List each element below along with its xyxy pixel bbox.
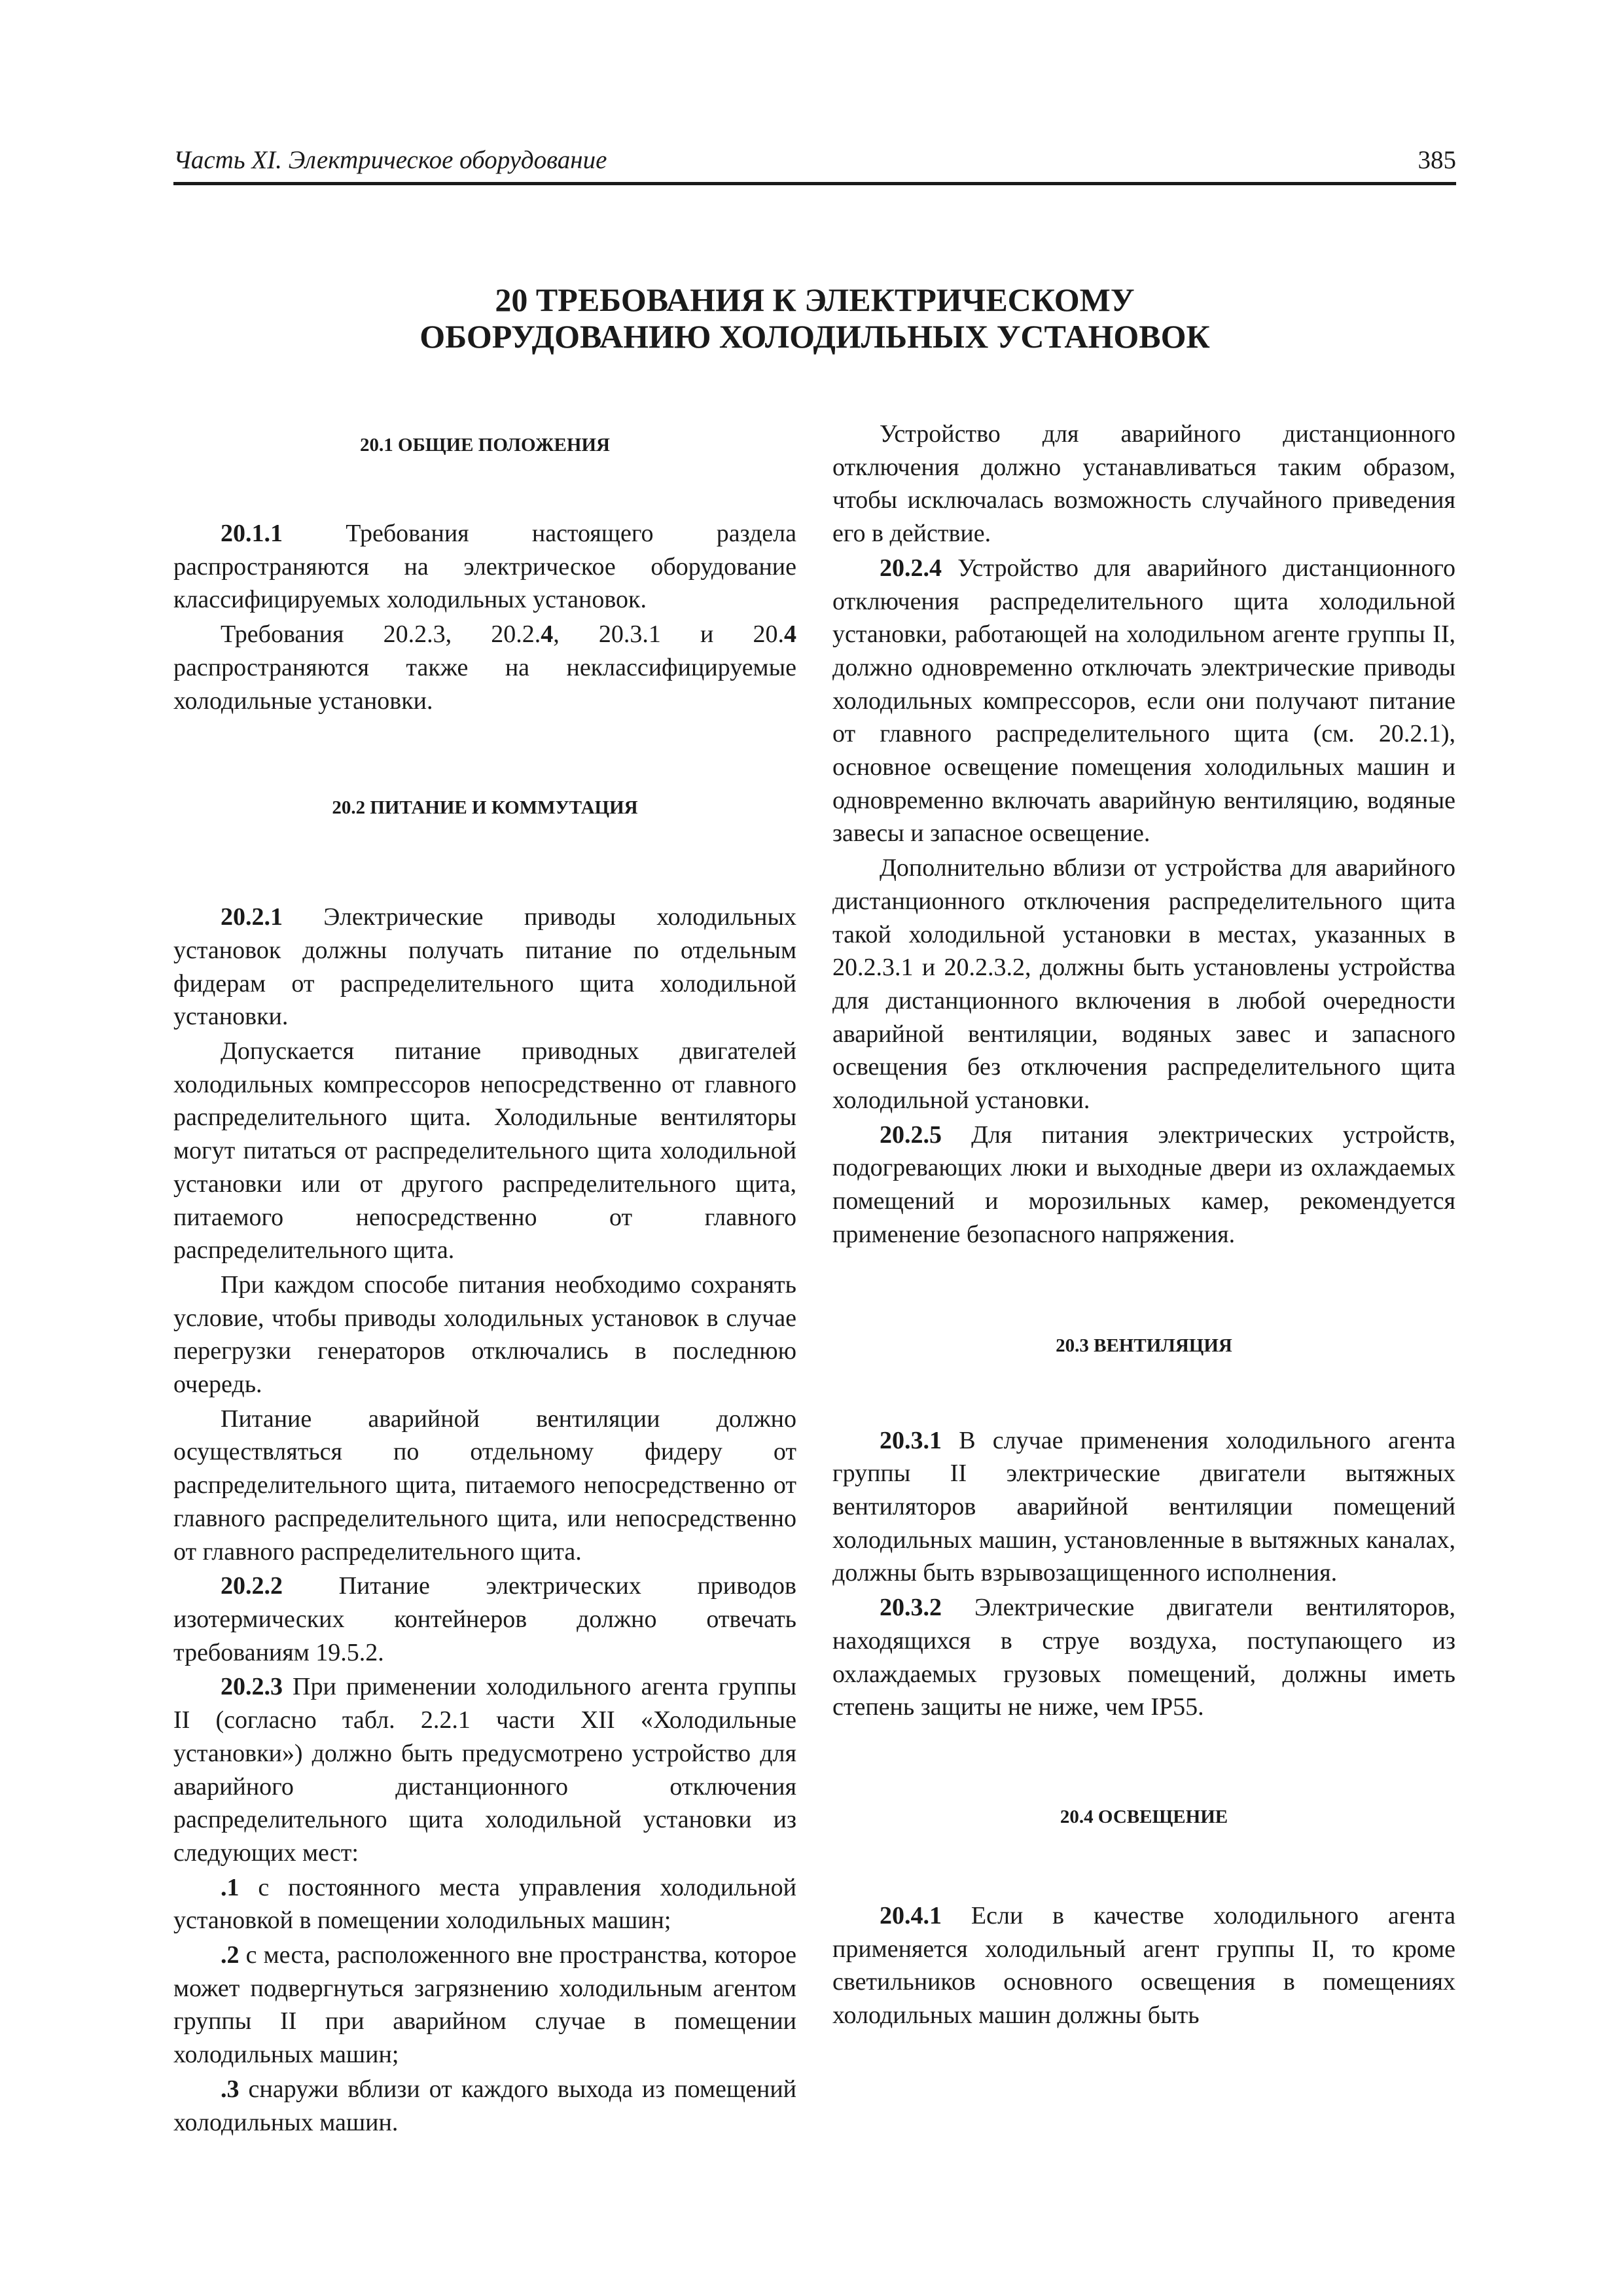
clause-number: 20.2.3	[221, 1673, 283, 1701]
item-number: .2	[221, 1941, 240, 1969]
paragraph-text: Питание электрических приводов изотермических контейнеров должно отвечать требованиям 19.5.2.	[173, 1572, 796, 1666]
section-heading-20-2: 20.2 ПИТАНИЕ И КОММУТАЦИЯ	[332, 797, 638, 819]
right-column	[832, 418, 1455, 2032]
paragraph-20-2-1-c: При каждом способе питания необходимо сохранять условие, чтобы приводы холодильных установок в случае перегрузки генераторов отключались в последнюю очередь.	[173, 1270, 796, 1399]
chapter-title-line-1: 20 ТРЕБОВАНИЯ К ЭЛЕКТРИЧЕСКОМУ	[495, 281, 1135, 318]
paragraph-20-3-1	[832, 1424, 1455, 1590]
section-heading-20-4: 20.4 ОСВЕЩЕНИЕ	[1060, 1806, 1228, 1827]
list-item-2	[173, 1939, 796, 2072]
bold-run: 4	[541, 620, 554, 649]
page-number: 385	[1418, 146, 1456, 174]
paragraph-20-2-5	[832, 1119, 1455, 1251]
chapter-title-line-2: ОБОРУДОВАНИЮ ХОЛОДИЛЬНЫХ УСТАНОВОК	[419, 318, 1210, 355]
paragraph-20-2-4-b: Дополнительно вблизи от устройства для аварийного дистанционного отключения распределительного щита такой холодильной установки в местах, указанных в 20.2.3.1 и 20.2.3.2, должны быть установлены устройства для дистанционного включения в любой очередности аварийной вентиляции, водяных завес и запасного освещения без отключения распределительного щита холодильной установки.	[832, 854, 1455, 1115]
clause-number: 20.2.1	[221, 903, 283, 931]
clause-number: 20.3.1	[880, 1426, 942, 1454]
text-run: распространяются также на неклассифицируемые холодильные установки.	[173, 653, 796, 715]
item-text: с места, расположенного вне пространства, которое может подвергнуться загрязнению холодильным агентом группы II при аварийном случае в помещении холодильных машин;	[173, 1941, 796, 2069]
clause-number: 20.2.4	[880, 554, 942, 582]
paragraph-20-4-1	[832, 1899, 1455, 2032]
list-item-3	[173, 2073, 796, 2139]
paragraph-text: Устройство для аварийного дистанционного отключения распределительного щита холодильной установки, работающей на холодильном агенте группы II, должно одновременно отключать электрические приводы холодильных компрессоров, если они получают питание от главного распределительного щита (см. 20.2.1), основное освещение помещения холодильных машин и одновременно включать аварийную вентиляцию, водяные завесы и запасное освещение.	[832, 554, 1455, 848]
paragraph-text: Требования настоящего раздела распространяются на электрическое оборудование классифицируемых холодильных установок.	[173, 520, 796, 614]
clause-number: 20.2.5	[880, 1121, 942, 1149]
paragraph-text: Электрические приводы холодильных установок должны получать питание по отдельным фидерам от распределительного щита холодильной установки.	[173, 903, 796, 1031]
running-header	[173, 145, 1456, 185]
paragraph-20-2-1-b: Допускается питание приводных двигателей холодильных компрессоров непосредственно от главного распределительного щита. Холодильные вентиляторы могут питаться от распределительного щита холодильной установки или от другого распределительного щита, питаемого непосредственно от главного распределительного щита.	[173, 1037, 796, 1265]
paragraph-text: При применении холодильного агента группы II (согласно табл. 2.2.1 части XII «Холодильные установки») должно быть предусмотрено устройство для аварийного дистанционного отключения распределительного щита холодильной установки из следующих мест:	[173, 1673, 796, 1867]
paragraph-20-2-3	[173, 1670, 796, 1869]
clause-number: 20.1.1	[221, 520, 283, 547]
paragraph-text: Если в качестве холодильного агента применяется холодильный агент группы II, то кроме светильников основного освещения в помещениях холодильных машин должны быть	[832, 1901, 1455, 2030]
item-number: .1	[221, 1873, 240, 1901]
chapter-title	[173, 281, 1456, 355]
paragraph-text: Электрические двигатели вентиляторов, находящихся в струе воздуха, поступающего из охлаждаемых грузовых помещений, должны иметь степень защиты не ниже, чем IP55.	[832, 1594, 1455, 1721]
section-heading-20-1: 20.1 ОБЩИЕ ПОЛОЖЕНИЯ	[360, 435, 610, 456]
item-text: с постоянного места управления холодильной установкой в помещении холодильных машин;	[173, 1873, 796, 1935]
section-heading-20-3: 20.3 ВЕНТИЛЯЦИЯ	[1056, 1335, 1232, 1356]
clause-number: 20.2.2	[221, 1572, 283, 1600]
paragraph-20-2-1	[173, 901, 796, 1033]
paragraph-text: В случае применения холодильного агента группы II электрические двигатели вытяжных вентиляторов аварийной вентиляции помещений холодильных машин, установленные в вытяжных каналах, должны быть взрывозащищенного исполнения.	[832, 1426, 1455, 1587]
paragraph-20-3-2	[832, 1591, 1455, 1724]
clause-number: 20.3.2	[880, 1594, 942, 1622]
left-column	[173, 418, 796, 2139]
paragraph-20-1-1	[173, 517, 796, 617]
clause-number: 20.4.1	[880, 1901, 942, 1929]
paragraph-20-2-2	[173, 1570, 796, 1669]
item-text: снаружи вблизи от каждого выхода из помещений холодильных машин.	[173, 2075, 796, 2136]
running-header-title: Часть XI. Электрическое оборудование	[173, 146, 607, 174]
paragraph-20-1-scope	[173, 618, 796, 717]
paragraph-20-2-1-d: Питание аварийной вентиляции должно осуществляться по отдельному фидеру от распределительного щита, питаемого непосредственно от главного распределительного щита, или непосредственно от главного распределительного щита.	[173, 1405, 796, 1566]
text-run: Требования 20.2.3, 20.2.	[221, 620, 541, 649]
item-number: .3	[221, 2075, 240, 2103]
bold-run: 4	[784, 620, 796, 649]
paragraph-text: Для питания электрических устройств, подогревающих люки и выходные двери из охлаждаемых помещений и морозильных камер, рекомендуется применение безопасного напряжения.	[832, 1121, 1455, 1248]
text-run: , 20.3.1 и 20.	[553, 620, 784, 649]
list-item-1	[173, 1871, 796, 1937]
paragraph-20-2-3-cont: Устройство для аварийного дистанционного отключения должно устанавливаться таким образом, чтобы исключалась возможность случайного приведения его в действие.	[832, 420, 1455, 548]
paragraph-20-2-4	[832, 552, 1455, 850]
